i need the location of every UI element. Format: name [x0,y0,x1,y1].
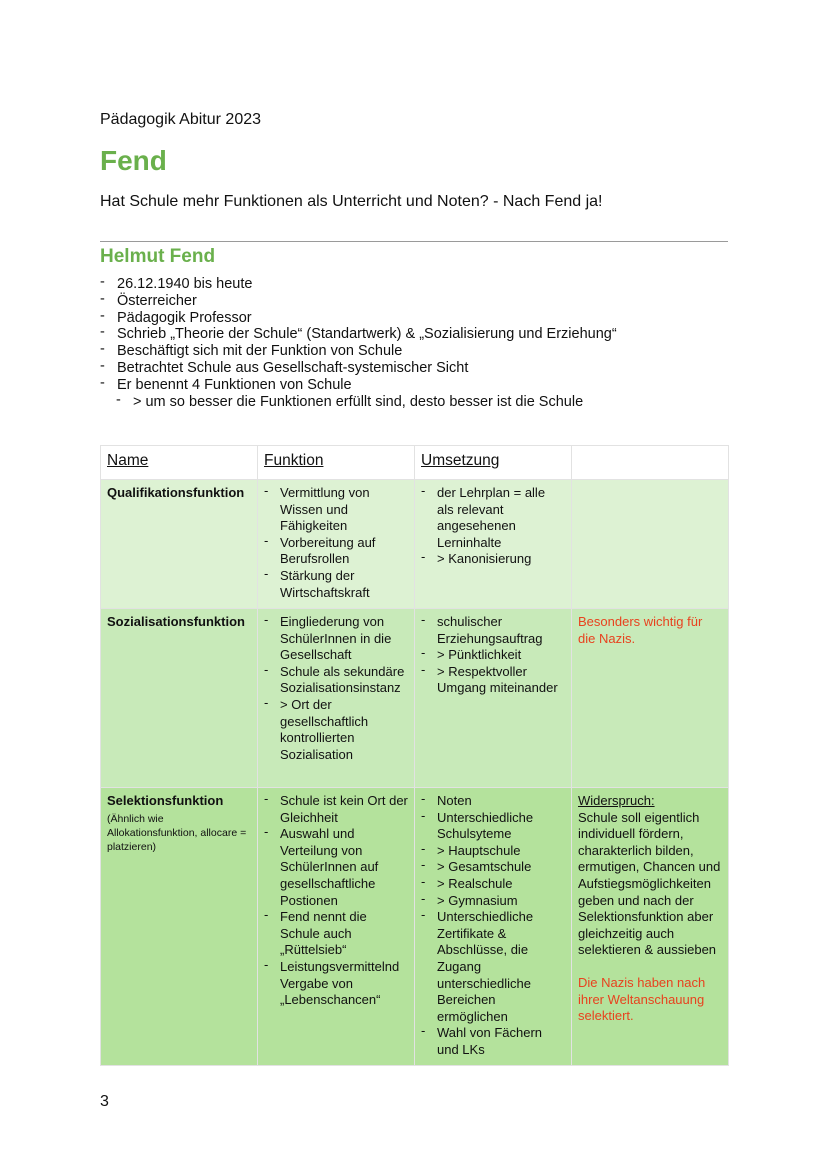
functions-table [100,445,729,1066]
section-title: Helmut Fend [100,246,216,267]
list-item: - Pädagogik Professor [100,310,740,327]
column-header-umsetzung: Umsetzung [415,446,572,480]
list-item: - Unterschiedliche Schulsyteme [421,810,565,843]
list-item: - > Ort der gesellschaftlich kontrollierten Sozialisation [264,697,408,763]
list-item: - Wahl von Fächern und LKs [421,1025,565,1058]
red-note: Die Nazis haben nach ihrer Weltanschauung selektiert. [578,974,706,1024]
red-note: Besonders wichtig für die Nazis. [578,614,703,646]
list-item: - Vermittlung von Wissen und Fähigkeiten [264,485,408,535]
list-item: - Beschäftigt sich mit der Funktion von Schule [100,343,740,360]
list-item: - Vorbereitung auf Berufsrollen [264,535,408,568]
list-item: - Schrieb „Theorie der Schule“ (Standartwerk) & „Sozialisierung und Erziehung“ [100,326,740,343]
table-row [101,788,729,1066]
notes-cell [572,788,729,1066]
function-name: Selektionsfunktion [107,793,224,808]
list-item: - Stärkung der Wirtschaftskraft [264,568,408,601]
notes-cell [572,480,729,609]
table-row [101,480,729,609]
divider [100,241,728,242]
function-name: Sozialisationsfunktion [107,614,245,629]
umsetzung-cell [415,480,572,609]
list-item: - Noten [421,793,565,810]
list-item: - der Lehrplan = alle als relevant angesehenen Lerninhalte [421,485,565,551]
list-item: - Unterschiedliche Zertifikate & Abschlüsse, die Zugang unterschiedliche Bereichen ermöglichen [421,909,565,1025]
list-item: - Er benennt 4 Funktionen von Schule [100,377,740,394]
list-item: - schulischer Erziehungsauftrag [421,614,565,647]
function-name: Qualifikationsfunktion [107,485,245,500]
bio-list [100,276,740,410]
document-header: Pädagogik Abitur 2023 [100,111,262,128]
list-item: - Fend nennt die Schule auch „Rüttelsieb“ [264,909,408,959]
funktion-cell [258,788,415,1066]
umsetzung-cell [415,609,572,788]
list-item: - > Respektvoller Umgang miteinander [421,664,565,697]
page-title: Fend [100,145,167,176]
list-item: - Eingliederung von SchülerInnen in die Gesellschaft [264,614,408,664]
column-header-funktion: Funktion [258,446,415,480]
notes-cell [572,609,729,788]
note-text: Schule soll eigentlich individuell fördern, charakterlich bilden, ermutigen, Chancen und Aufstiegsmöglichkeiten geben und nach der Selektionsfunktion aber gleichzeitig auch selektieren & aussieben [578,809,721,958]
funktion-cell [258,609,415,788]
list-item: - Leistungsvermittelnd Vergabe von „Lebenschancen“ [264,959,408,1009]
list-item: - 26.12.1940 bis heute [100,276,740,293]
column-header-name: Name [101,446,258,480]
name-cell [101,788,258,1066]
list-item: - > Gymnasium [421,893,565,910]
note-heading: Widerspruch: [578,793,655,808]
name-cell [101,609,258,788]
list-item: - > Gesamtschule [421,859,565,876]
funktion-cell [258,480,415,609]
list-item: - > Pünktlichkeit [421,647,565,664]
list-item: - Auswahl und Verteilung von SchülerInnen auf gesellschaftliche Postionen [264,826,408,909]
list-item: - Schule als sekundäre Sozialisationsinstanz [264,664,408,697]
column-header-notes [572,446,729,480]
list-item: - Betrachtet Schule aus Gesellschaft-systemischer Sicht [100,360,740,377]
function-name-note: (Ähnlich wie Allokationsfunktion, allocare = platzieren) [107,812,247,853]
list-item: - > Hauptschule [421,843,565,860]
list-item: - Österreicher [100,293,740,310]
list-item: - > Kanonisierung [421,551,565,568]
list-subitem: - > um so besser die Funktionen erfüllt sind, desto besser ist die Schule [116,394,740,411]
page-subtitle: Hat Schule mehr Funktionen als Unterricht und Noten? - Nach Fend ja! [100,193,603,210]
umsetzung-cell [415,788,572,1066]
table-row [101,609,729,788]
table-header-row [101,446,729,480]
page-number: 3 [100,1093,109,1110]
name-cell [101,480,258,609]
list-item: - Schule ist kein Ort der Gleichheit [264,793,408,826]
list-item: - > Realschule [421,876,565,893]
spacer [578,959,722,975]
